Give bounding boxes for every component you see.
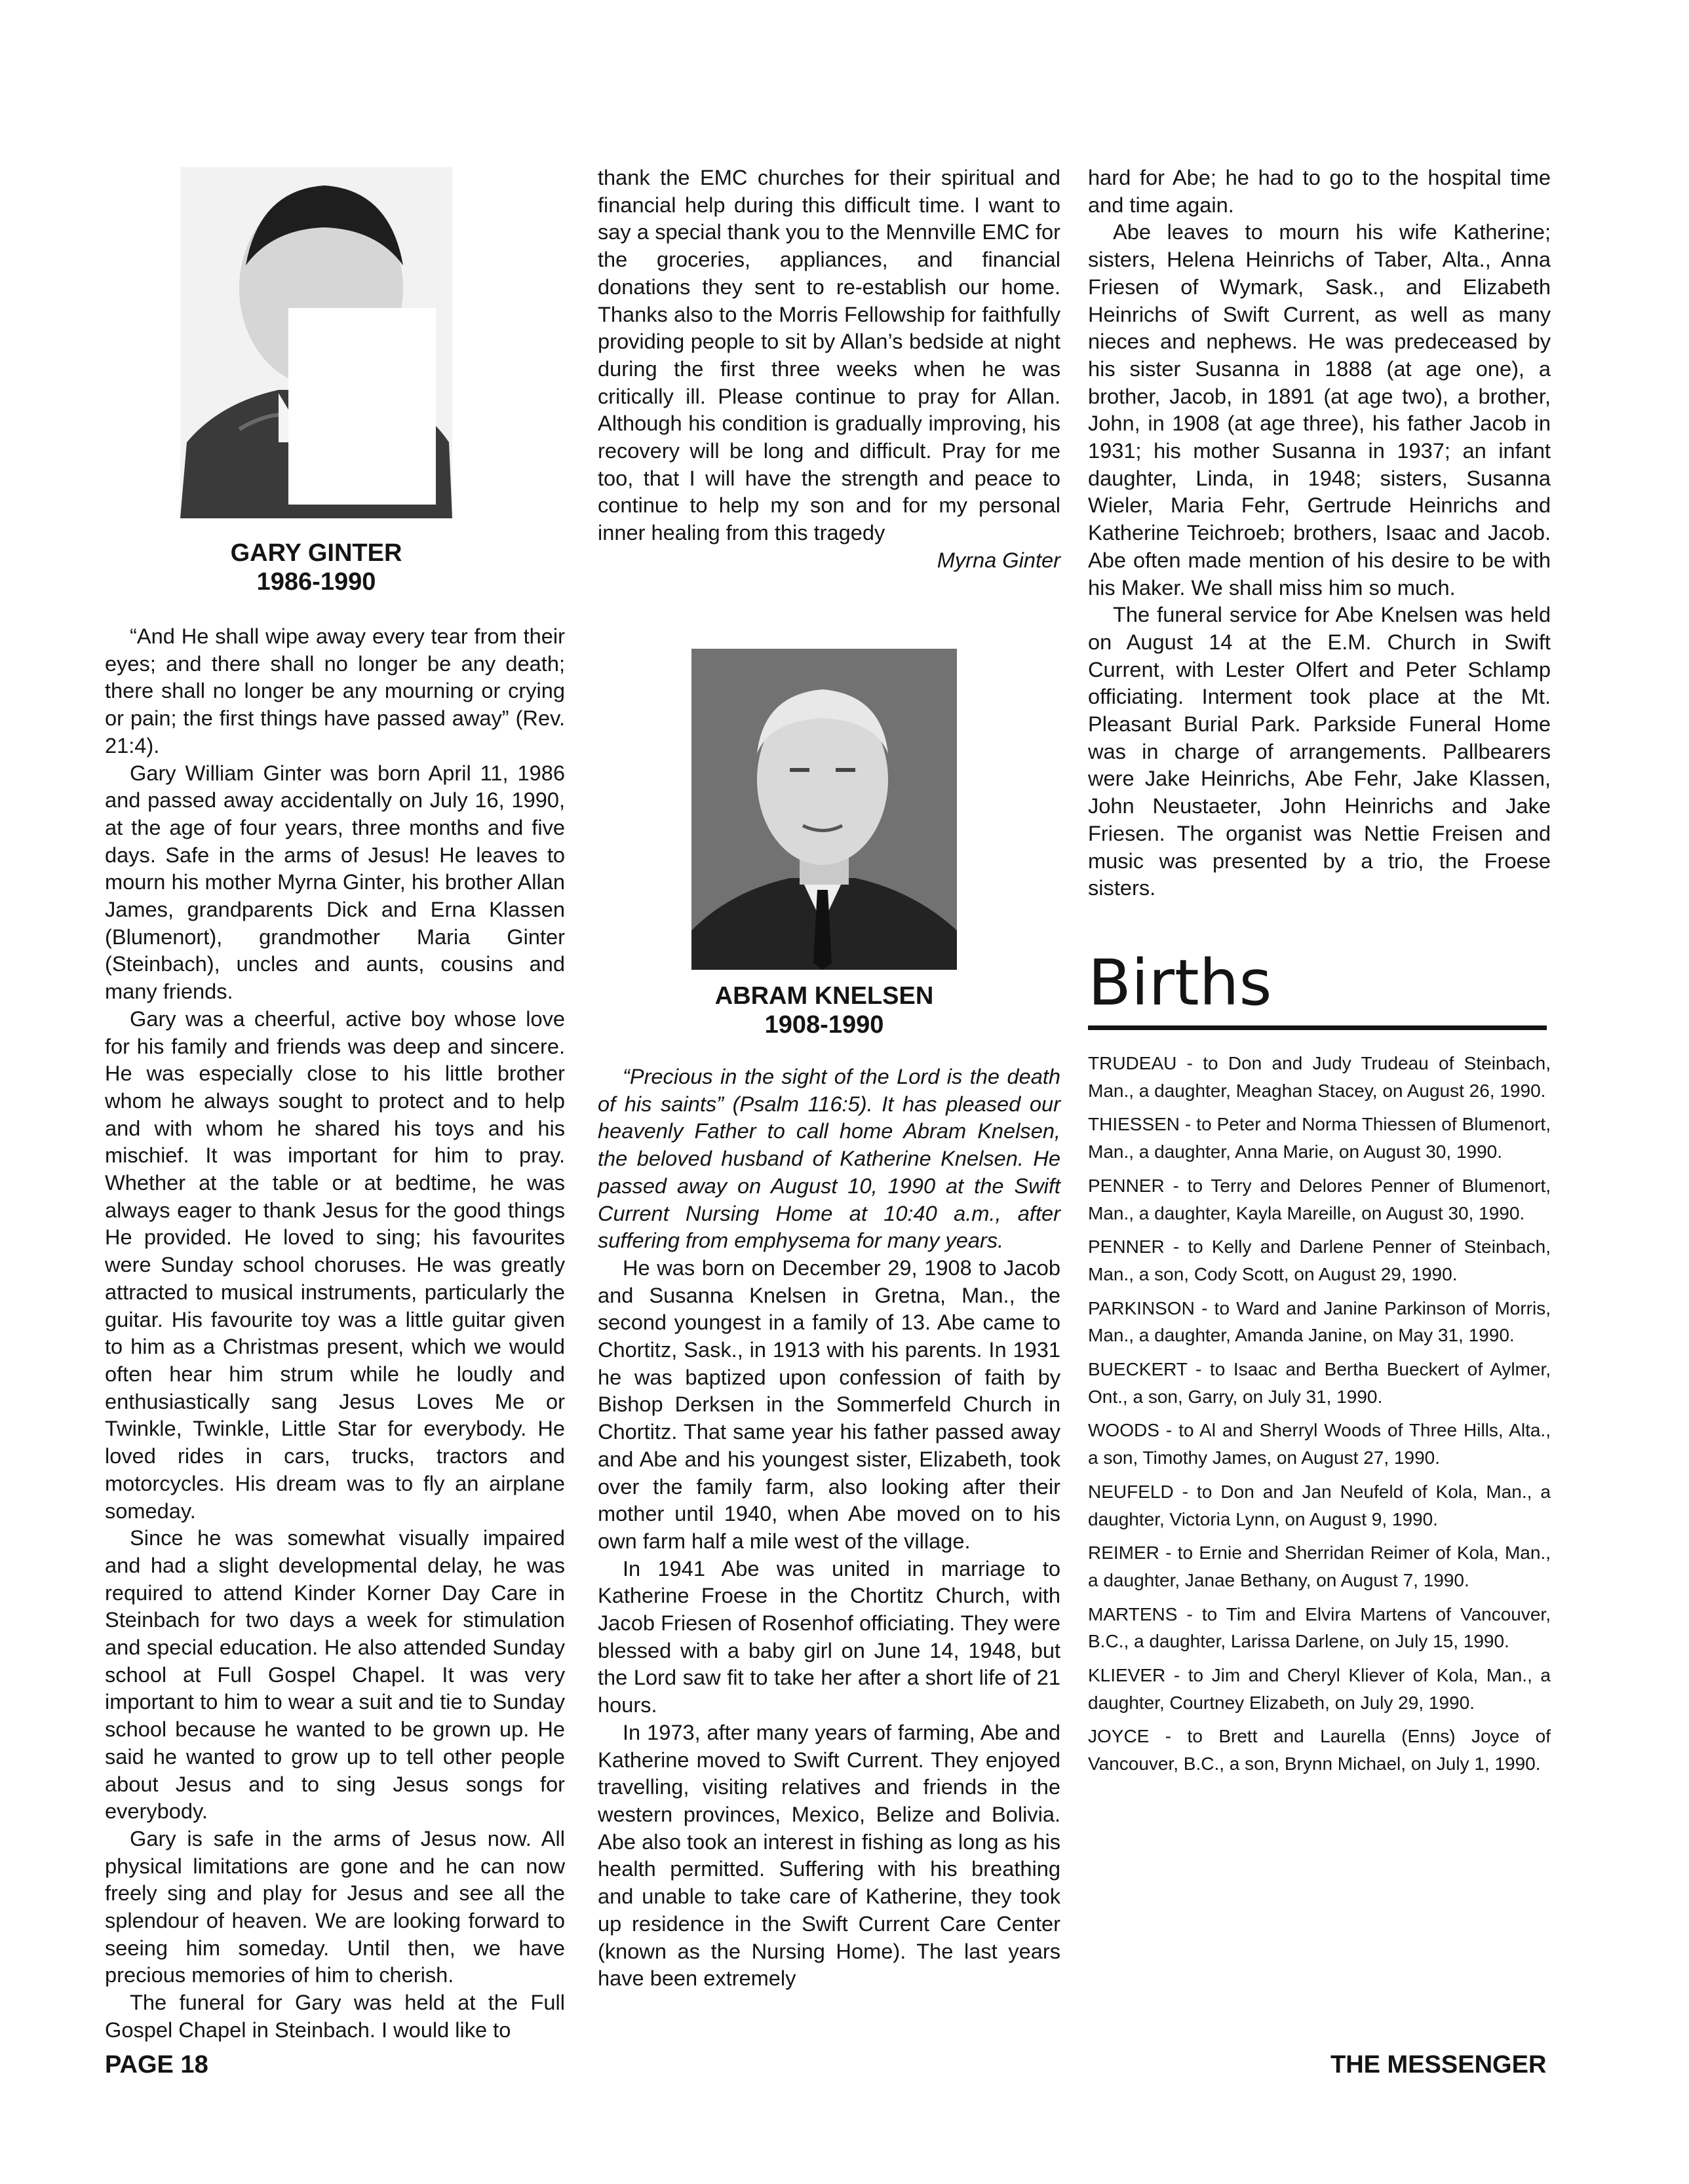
knelsen-years: 1908-1990 — [764, 1011, 884, 1039]
birth-entry: WOODS - to Al and Sherryl Woods of Three Hills, Alta., a son, Timothy James, on August 27, 1990. — [1088, 1420, 1551, 1468]
knelsen-para-3: In 1941 Abe was united in marriage to Katherine Froese in the Chortitz Church, with Jacob Friesen of Rosenhof officiating. They were blessed with a baby girl on June 14, 1948, but the Lord saw fit to take her after a short life of 21 hours. — [598, 1556, 1060, 1717]
birth-entry: PENNER - to Terry and Delores Penner of Blumenort, Man., a daughter, Kayla Mareille, on August 30, 1990. — [1088, 1175, 1551, 1223]
knelsen-para-6: Abe leaves to mourn his wife Katherine; sisters, Helena Heinrichs of Taber, Alta., Anna Friesen of Wymark, Sask., and Elizabeth Heinrichs of Swift Current, as well as many nieces and nephews. He was predeceased by his sister Susanna in 1888 (at age one), a brother, Jacob, in 1891 (at age two), a brother, John, in 1908 (at age three), his father Jacob in 1931; his mother Susanna in 1937; an infant daughter, Linda, in 1948; sisters, Susanna Wieler, Maria Fehr, Gertrude Heinrichs and Katherine Teichroeb; brothers, Isaac and Jacob. Abe often made mention of his desire to be with his Maker. We shall miss him so much. — [1088, 220, 1551, 600]
knelsen-para-2: He was born on December 29, 1908 to Jacob and Susanna Knelsen in Gretna, Man., the second youngest in a family of 13. Abe came to Chortitz, Sask., in 1913 with his parents. In 1931 he was baptized upon confession of faith by Bishop Derksen in the Sommerfeld Church in Chortitz. That same year his father passed away and Abe and his youngest sister, Elizabeth, took over the family farm, also looking after their mother until 1940, when Abe moved on to his own farm half a mile west of the village. — [598, 1255, 1060, 1553]
knelsen-para-1 — [598, 1063, 1060, 1254]
birth-entry: TRUDEAU - to Don and Judy Trudeau of Steinbach, Man., a daughter, Meaghan Stacey, on August 26, 1990. — [1088, 1053, 1551, 1101]
ginter-signature: Myrna Ginter — [937, 547, 1060, 572]
birth-entry: NEUFELD - to Don and Jan Neufeld of Kola, Man., a daughter, Victoria Lynn, on August 9, 1990. — [1088, 1481, 1551, 1529]
births-heading: Births — [1088, 946, 1272, 1020]
birth-entry: PENNER - to Kelly and Darlene Penner of Steinbach, Man., a son, Cody Scott, on August 29, 1990. — [1088, 1236, 1551, 1284]
ginter-years: 1986-1990 — [256, 568, 376, 596]
knelsen-name: ABRAM KNELSEN — [714, 982, 934, 1010]
photo-gary-ginter — [180, 167, 452, 518]
publication-name: THE MESSENGER — [1330, 2051, 1547, 2079]
birth-entry: BUECKERT - to Isaac and Bertha Bueckert of Aylmer, Ont., a son, Garry, on July 31, 1990. — [1088, 1359, 1551, 1407]
obituary-name-ginter — [180, 539, 452, 596]
birth-entry: JOYCE - to Brett and Laurella (Enns) Joyce of Vancouver, B.C., a son, Brynn Michael, on July 1, 1990. — [1088, 1726, 1551, 1774]
column-middle-lower — [598, 1063, 1060, 1992]
knelsen-para-1-text: “Precious in the sight of the Lord is the death of his saints” (Psalm 116:5). It has pleased our heavenly Father to call home Abram Knelsen, the beloved husband of Katherine Knelsen. He passed away on August 10, 1990 at the Swift Current Nursing Home at 10:40 a.m., after suffering from emphysema for many years. — [598, 1064, 1060, 1253]
photo-abram-knelsen — [691, 649, 957, 970]
column-left — [105, 623, 565, 2044]
births-rule — [1088, 1025, 1547, 1030]
knelsen-para-5: hard for Abe; he had to go to the hospital time and time again. — [1088, 165, 1551, 217]
column-middle — [598, 164, 1060, 574]
births-list — [1088, 1050, 1551, 1778]
page-number: PAGE 18 — [105, 2051, 208, 2079]
column-right — [1088, 164, 1551, 902]
ginter-para-5: Gary is safe in the arms of Jesus now. All physical limitations are gone and he can now freely sing and play for Jesus and see all the splendour of heaven. We are looking forward to seeing him someday. Until then, we have precious memories of him to cherish. — [105, 1826, 565, 1987]
ginter-para-3: Gary was a cheerful, active boy whose love for his family and friends was deep and sincere. He was especially close to his little brother whom he always sought to protect and to help and with whom he shared his toys and his mischief. It was important for him to pray. Whether at the table or at bedtime, he was always eager to thank Jesus for the good things He provided. He loved to sing; his favourites were Sunday school choruses. He was greatly attracted to musical instruments, particularly the guitar. His favourite toy was a little guitar given to him as a Christmas present, which we would often hear him strum while he loudly and enthusiastically sang Jesus Loves Me or Twinkle, Twinkle, Little Star for everybody. He loved rides in cars, trucks, tractors and motorcycles. His dream was to fly an airplane someday. — [105, 1006, 565, 1523]
ginter-para-6: The funeral for Gary was held at the Full Gospel Chapel in Steinbach. I would like to — [105, 1990, 565, 2042]
birth-entry: MARTENS - to Tim and Elvira Martens of Vancouver, B.C., a daughter, Larissa Darlene, on July 15, 1990. — [1088, 1603, 1551, 1652]
ginter-para-2: Gary William Ginter was born April 11, 1986 and passed away accidentally on July 16, 1990, at the age of four years, three months and five days. Safe in the arms of Jesus! He leaves to mourn his mother Myrna Ginter, his brother Allan James, grandparents Dick and Erna Klassen (Blumenort), grandmother Maria Ginter (Steinbach), uncles and aunts, cousins and many friends. — [105, 760, 565, 1004]
knelsen-para-7: The funeral service for Abe Knelsen was held on August 14 at the E.M. Church in Swift Current, with Lester Olfert and Peter Schlamp officiating. Interment took place at the Mt. Pleasant Burial Park. Parkside Funeral Home was in charge of arrangements. Pallbearers were Jake Heinrichs, Abe Fehr, Jake Klassen, John Neustaeter, John Heinrichs and Jake Friesen. The organist was Nettie Freisen and music was presented by a trio, the Froese sisters. — [1088, 602, 1551, 900]
portrait-boy-image — [180, 167, 452, 518]
births-section — [1088, 947, 1551, 1778]
portrait-man-image — [691, 649, 957, 970]
birth-entry: PARKINSON - to Ward and Janine Parkinson of Morris, Man., a daughter, Amanda Janine, on May 31, 1990. — [1088, 1297, 1551, 1346]
birth-entry: REIMER - to Ernie and Sherridan Reimer of Kola, Man., a daughter, Janae Bethany, on August 7, 1990. — [1088, 1542, 1551, 1590]
ginter-name: GARY GINTER — [230, 539, 402, 567]
obituary-name-knelsen — [675, 982, 973, 1039]
ginter-para-7: thank the EMC churches for their spiritual and financial help during this difficult time. I want to say a special thank you to the Mennville EMC for the groceries, appliances, and financial donations they sent to re-establish our home. Thanks also to the Morris Fellowship for faithfully providing people to sit by Allan’s bedside at night during the first three weeks when he was critically ill. Please continue to pray for Allan. Although his condition is gradually improving, his recovery will be long and difficult. Pray for me too, that I will have the strength and peace to continue to help my son and for my personal inner healing from this tragedy — [598, 165, 1060, 545]
ginter-para-1: “And He shall wipe away every tear from their eyes; and there shall no longer be any death; there shall no longer be any mourning or crying or pain; the first things have passed away” (Rev. 21:4). — [105, 624, 565, 757]
knelsen-para-4: In 1973, after many years of farming, Abe and Katherine moved to Swift Current. They enjoyed travelling, visiting relatives and friends in the western provinces, Mexico, Belize and Bolivia. Abe also took an interest in fishing as long as his health permitted. Suffering with his breathing and unable to take care of Katherine, they took up residence in the Swift Current Care Center (known as the Nursing Home). The last years have been extremely — [598, 1719, 1060, 1991]
ginter-para-4: Since he was somewhat visually impaired and had a slight developmental delay, he was required to attend Kinder Korner Day Care in Steinbach for two days a week for stimulation and special education. He also attended Sunday school at Full Gospel Chapel. It was very important to him to wear a suit and tie to Sunday school because he wanted to be grown up. He said he wanted to grow up to tell other people about Jesus and to sing Jesus songs for everybody. — [105, 1525, 565, 1824]
birth-entry: THIESSEN - to Peter and Norma Thiessen of Blumenort, Man., a daughter, Anna Marie, on August 30, 1990. — [1088, 1114, 1551, 1162]
birth-entry: KLIEVER - to Jim and Cheryl Kliever of Kola, Man., a daughter, Courtney Elizabeth, on July 29, 1990. — [1088, 1665, 1551, 1713]
